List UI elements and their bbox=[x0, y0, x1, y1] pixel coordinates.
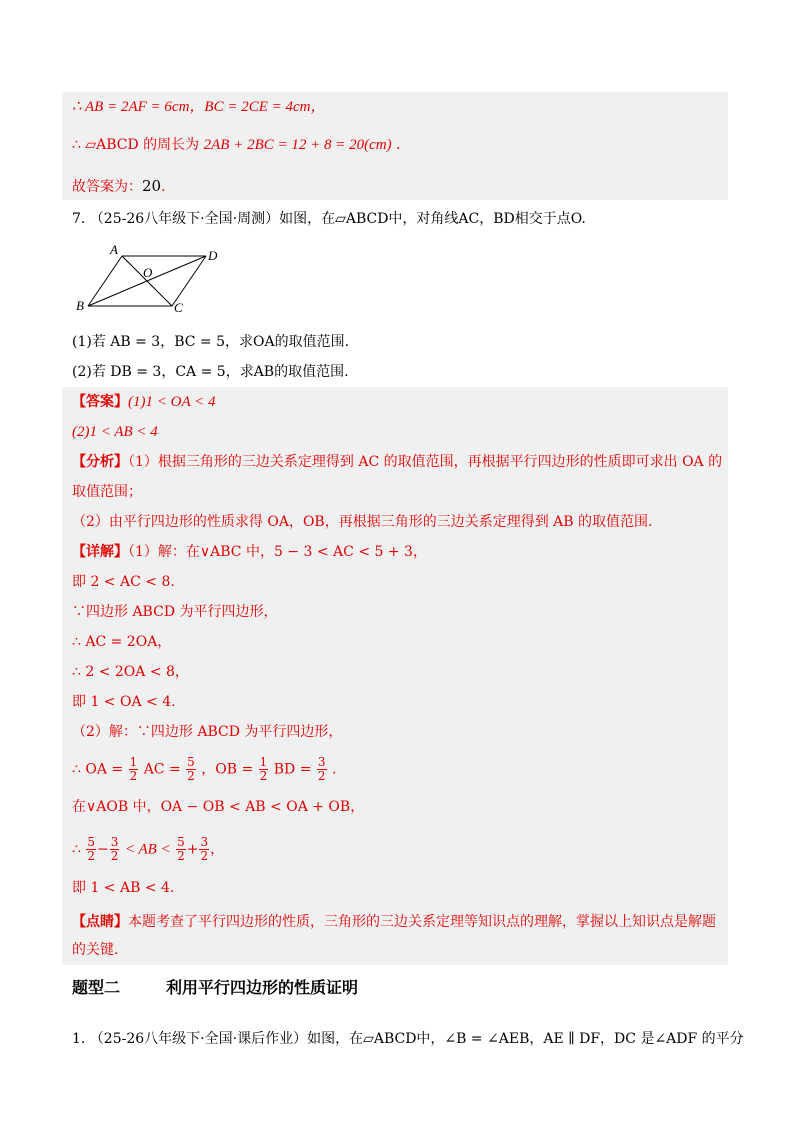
fraction bbox=[129, 756, 139, 783]
detail-tag: 【详解】 bbox=[72, 544, 128, 560]
fraction bbox=[176, 836, 186, 863]
d8-pre: ∴ OA = bbox=[72, 761, 124, 778]
fraction-den: 2 bbox=[259, 769, 268, 783]
fraction-num: 5 bbox=[177, 835, 185, 849]
fraction-den: 2 bbox=[317, 769, 326, 783]
fraction-den: 2 bbox=[187, 769, 195, 783]
vertex-b-label: B bbox=[76, 298, 84, 312]
perimeter-suffix: . bbox=[396, 137, 401, 153]
prev-answer-line bbox=[72, 176, 166, 197]
problem7-stem: 7. （25-26八年级下·全国·周测）如图，在▱ABCD中，对角线AC，BD相交于点O. bbox=[72, 211, 586, 227]
detail-line10 bbox=[72, 836, 224, 863]
prev-answer-prefix: 故答案为： bbox=[72, 179, 142, 195]
fraction-num: 3 bbox=[317, 755, 326, 769]
problem7-q1: (1)若 AB = 3，BC = 5，求OA的取值范围. bbox=[72, 334, 350, 350]
d8-mid1: AC = bbox=[143, 761, 181, 778]
answer-part1: (1)1 < OA < 4 bbox=[128, 394, 216, 410]
answer-line1 bbox=[72, 392, 215, 412]
fraction-den: 2 bbox=[177, 849, 185, 863]
fraction-den: 2 bbox=[110, 849, 119, 863]
section-title: 题型二 bbox=[72, 978, 121, 997]
fraction bbox=[259, 756, 269, 783]
prev-answer-suffix: . bbox=[161, 179, 166, 195]
fraction-num: 5 bbox=[87, 835, 96, 849]
prev-solution-line2 bbox=[72, 135, 401, 155]
detail-line6: 即 1 < OA < 4. bbox=[72, 694, 176, 710]
analysis-line1 bbox=[72, 452, 722, 472]
analysis-text1b: 取值范围； bbox=[72, 484, 142, 500]
vertex-d-label: D bbox=[208, 248, 218, 263]
d10-op1: − bbox=[97, 841, 109, 858]
vertex-a-label: A bbox=[110, 242, 118, 257]
d10-op2: + bbox=[186, 841, 199, 858]
analysis-tag: 【分析】 bbox=[72, 454, 128, 470]
problem7-q2: (2)若 DB = 3，CA = 5，求AB的取值范围. bbox=[72, 364, 349, 380]
perimeter-prefix: ∴ ▱ABCD 的周长为 bbox=[72, 137, 200, 153]
fraction-num: 3 bbox=[200, 835, 209, 849]
fraction-num: 5 bbox=[187, 755, 195, 769]
d10-pre: ∴ bbox=[72, 841, 81, 858]
detail-line5: ∴ 2 < 2OA < 8， bbox=[72, 664, 189, 680]
d10-end: ， bbox=[210, 841, 225, 858]
fraction bbox=[317, 756, 327, 783]
section-heading bbox=[72, 975, 358, 998]
detail-line2: 即 2 < AC < 8. bbox=[72, 574, 175, 590]
analysis-text2: （2）由平行四边形的性质求得 OA，OB，再根据三角形的三边关系定理得到 AB 的取值范围. bbox=[72, 514, 653, 530]
detail-line1 bbox=[72, 542, 427, 562]
detail-line3: ∵四边形 ABCD 为平行四边形， bbox=[72, 604, 278, 620]
detail-line7: （2）解：∵四边形 ABCD 为平行四边形， bbox=[72, 724, 343, 740]
point-o-label: O bbox=[143, 265, 153, 280]
vertex-c-label: C bbox=[174, 300, 183, 312]
comment-tag: 【点睛】 bbox=[72, 914, 128, 930]
section-subtitle: 利用平行四边形的性质证明 bbox=[166, 978, 359, 997]
comment-text1: 本题考查了平行四边形的性质，三角形的三边关系定理等知识点的理解，掌握以上知识点是解题 bbox=[128, 914, 716, 930]
problem1-stem: 1. （25-26八年级下·全国·课后作业）如图，在▱ABCD中，∠B = ∠AEB，AE ∥ DF，DC 是∠ADF 的平分 bbox=[72, 1031, 744, 1047]
prev-solution-line1: ∴ AB = 2AF = 6cm，BC = 2CE = 4cm， bbox=[72, 99, 326, 115]
detail-line8 bbox=[72, 756, 336, 783]
fraction bbox=[86, 836, 96, 863]
analysis-text1: （1）根据三角形的三边关系定理得到 AC 的取值范围，再根据平行四边形的性质即可求出 OA 的 bbox=[128, 454, 723, 470]
fraction-num: 1 bbox=[259, 755, 268, 769]
fraction bbox=[186, 756, 196, 783]
prev-answer-value: 20 bbox=[142, 177, 162, 195]
detail-text1: （1）解：在∨ABC 中，5 − 3 < AC < 5 + 3， bbox=[128, 544, 427, 560]
comment-line1 bbox=[72, 912, 716, 932]
fraction-den: 2 bbox=[200, 849, 209, 863]
fraction-num: 1 bbox=[129, 755, 138, 769]
d8-mid3: BD = bbox=[273, 761, 312, 778]
fraction-num: 3 bbox=[110, 835, 119, 849]
d8-mid2: ，OB = bbox=[201, 761, 254, 778]
d10-mid: < AB < bbox=[124, 841, 171, 858]
detail-line11: 即 1 < AB < 4. bbox=[72, 880, 175, 896]
parallelogram-figure bbox=[72, 240, 232, 312]
d8-end: . bbox=[332, 761, 337, 778]
fraction bbox=[110, 836, 120, 863]
fraction-den: 2 bbox=[87, 849, 96, 863]
answer-part2: (2)1 < AB < 4 bbox=[72, 424, 158, 440]
fraction bbox=[199, 836, 209, 863]
answer-tag: 【答案】 bbox=[72, 394, 128, 410]
detail-line4: ∴ AC = 2OA， bbox=[72, 634, 172, 650]
detail-line9: 在∨AOB 中，OA − OB < AB < OA + OB， bbox=[72, 799, 365, 815]
comment-text2: 的关键. bbox=[72, 942, 119, 958]
fraction-den: 2 bbox=[129, 769, 138, 783]
perimeter-formula: 2AB + 2BC = 12 + 8 = 20(cm) bbox=[203, 137, 392, 153]
